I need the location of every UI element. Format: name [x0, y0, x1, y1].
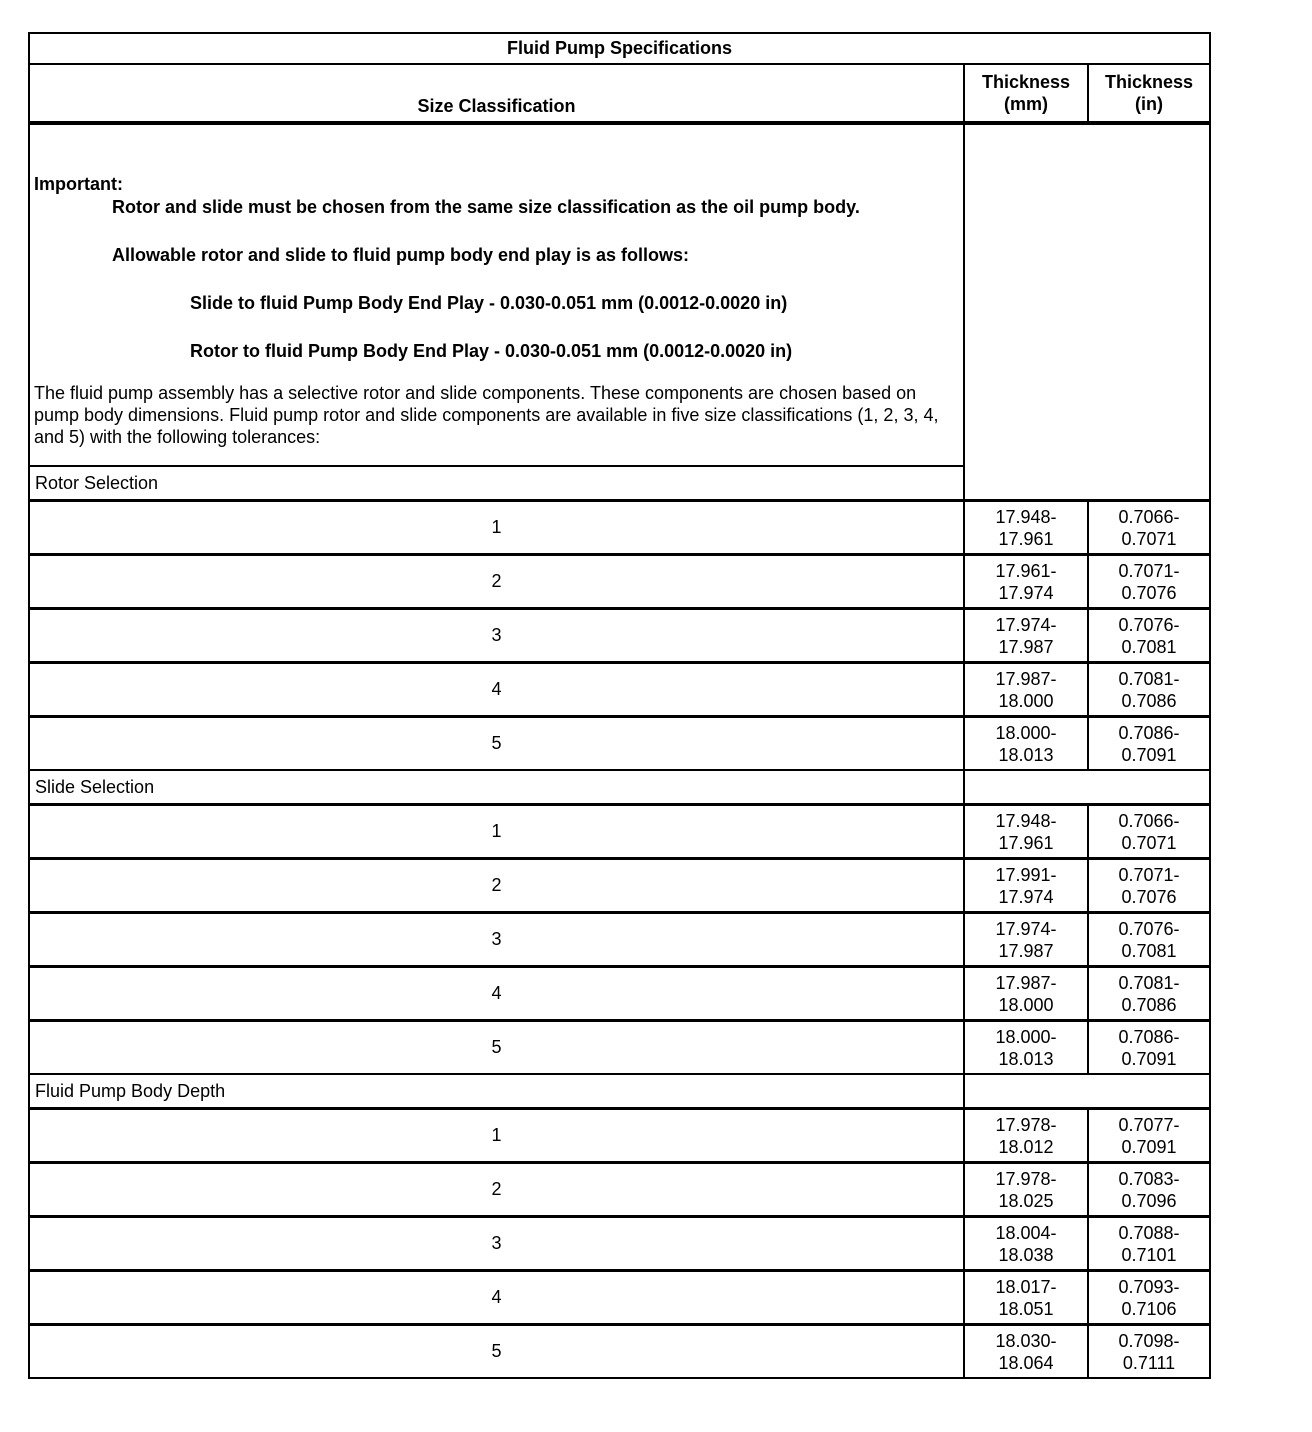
size-class-cell: 3: [29, 913, 964, 967]
thickness-mm-max: 17.961: [998, 832, 1054, 853]
table-row: [29, 1109, 1210, 1163]
thickness-mm-max: 18.025: [998, 1190, 1054, 1211]
thickness-in-max: 0.7081: [1121, 940, 1177, 961]
table-row: [29, 717, 1210, 771]
thickness-in-max: 0.7071: [1121, 528, 1177, 549]
thickness-in-max: 0.7091: [1121, 1136, 1177, 1157]
important-line-slide-end-play: Slide to fluid Pump Body End Play - 0.030-0.051 mm (0.0012-0.0020 in): [190, 293, 788, 313]
thickness-mm-min: 17.987-: [995, 972, 1057, 993]
thickness-mm-max: 18.038: [998, 1244, 1054, 1265]
important-line-rotor-slide: Rotor and slide must be chosen from the same size classification as the oil pump body.: [112, 197, 860, 217]
thickness-in-min: 0.7081-: [1118, 972, 1180, 993]
header-thickness-mm: [964, 64, 1088, 123]
thickness-mm-cell: [964, 609, 1088, 663]
header-thickness-mm-line2: (mm): [1004, 94, 1048, 114]
thickness-in-max: 0.7076: [1121, 886, 1177, 907]
important-line-rotor-end-play: Rotor to fluid Pump Body End Play - 0.030-0.051 mm (0.0012-0.0020 in): [190, 341, 793, 361]
title-row: [29, 33, 1210, 64]
thickness-mm-min: 18.004-: [995, 1222, 1057, 1243]
table-row: [29, 1271, 1210, 1325]
thickness-mm-max: 18.000: [998, 994, 1054, 1015]
thickness-mm-max: 17.987: [998, 636, 1054, 657]
thickness-in-max: 0.7091: [1121, 744, 1177, 765]
important-label: Important:: [34, 174, 123, 194]
table-row: [29, 501, 1210, 555]
thickness-mm-min: 17.961-: [995, 560, 1057, 581]
table-row: [29, 913, 1210, 967]
thickness-mm-min: 17.948-: [995, 810, 1057, 831]
section-blank-cell: [964, 770, 1210, 805]
section-header-row: [29, 770, 1210, 805]
thickness-in-cell: [1088, 555, 1210, 609]
size-class-cell: 1: [29, 805, 964, 859]
thickness-mm-cell: [964, 663, 1088, 717]
thickness-in-cell: [1088, 1109, 1210, 1163]
thickness-in-cell: [1088, 1163, 1210, 1217]
table-row: [29, 1021, 1210, 1075]
thickness-mm-cell: [964, 555, 1088, 609]
thickness-in-cell: [1088, 913, 1210, 967]
size-class-cell: 5: [29, 717, 964, 771]
size-class-cell: 2: [29, 555, 964, 609]
header-thickness-in-line1: Thickness: [1104, 72, 1194, 92]
thickness-mm-max: 18.051: [998, 1298, 1054, 1319]
thickness-mm-cell: [964, 501, 1088, 555]
thickness-mm-min: 17.974-: [995, 918, 1057, 939]
thickness-in-max: 0.7086: [1121, 994, 1177, 1015]
section-header-row: [29, 466, 1210, 501]
header-thickness-mm-line1: Thickness: [981, 72, 1071, 92]
thickness-in-min: 0.7083-: [1118, 1168, 1180, 1189]
intro-row: [29, 123, 1210, 466]
thickness-mm-max: 18.013: [998, 1048, 1054, 1069]
thickness-in-max: 0.7111: [1122, 1352, 1176, 1373]
thickness-mm-min: 17.978-: [995, 1168, 1057, 1189]
header-thickness-in: [1088, 64, 1210, 123]
thickness-in-min: 0.7086-: [1118, 1026, 1180, 1047]
header-row: [29, 64, 1210, 123]
thickness-mm-max: 17.974: [998, 582, 1054, 603]
size-class-cell: 5: [29, 1021, 964, 1075]
thickness-in-max: 0.7101: [1121, 1244, 1177, 1265]
thickness-in-cell: [1088, 501, 1210, 555]
thickness-in-min: 0.7066-: [1118, 506, 1180, 527]
intro-cell: [29, 123, 964, 466]
table-row: [29, 1217, 1210, 1271]
thickness-mm-cell: [964, 1271, 1088, 1325]
thickness-in-cell: [1088, 663, 1210, 717]
thickness-in-min: 0.7066-: [1118, 810, 1180, 831]
section-header-row: [29, 1074, 1210, 1109]
important-line-end-play: Allowable rotor and slide to fluid pump body end play is as follows:: [112, 245, 690, 265]
thickness-mm-min: 18.017-: [995, 1276, 1057, 1297]
thickness-in-max: 0.7106: [1121, 1298, 1177, 1319]
thickness-in-max: 0.7086: [1121, 690, 1177, 711]
thickness-in-min: 0.7071-: [1118, 864, 1180, 885]
section-title: Slide Selection: [29, 770, 964, 805]
thickness-mm-cell: [964, 967, 1088, 1021]
thickness-mm-min: 17.978-: [995, 1114, 1057, 1135]
thickness-in-min: 0.7081-: [1118, 668, 1180, 689]
thickness-mm-min: 17.991-: [995, 864, 1057, 885]
thickness-mm-cell: [964, 717, 1088, 771]
thickness-mm-min: 18.000-: [995, 1026, 1057, 1047]
size-class-cell: 2: [29, 1163, 964, 1217]
table-row: [29, 805, 1210, 859]
thickness-mm-max: 18.064: [998, 1352, 1054, 1373]
section-title: Fluid Pump Body Depth: [29, 1074, 964, 1109]
table-title: Fluid Pump Specifications: [29, 33, 1210, 64]
size-class-cell: 3: [29, 609, 964, 663]
thickness-mm-min: 17.948-: [995, 506, 1057, 527]
thickness-mm-cell: [964, 1217, 1088, 1271]
size-class-cell: 5: [29, 1325, 964, 1379]
thickness-in-max: 0.7091: [1121, 1048, 1177, 1069]
thickness-in-min: 0.7098-: [1118, 1330, 1180, 1351]
thickness-in-max: 0.7096: [1121, 1190, 1177, 1211]
thickness-in-cell: [1088, 859, 1210, 913]
thickness-in-min: 0.7086-: [1118, 722, 1180, 743]
thickness-in-max: 0.7076: [1121, 582, 1177, 603]
thickness-in-cell: [1088, 967, 1210, 1021]
thickness-in-max: 0.7081: [1121, 636, 1177, 657]
table-row: [29, 1325, 1210, 1379]
section-blank-cell: [964, 466, 1210, 501]
thickness-in-cell: [1088, 1021, 1210, 1075]
size-class-cell: 3: [29, 1217, 964, 1271]
section-blank-cell: [964, 1074, 1210, 1109]
intro-blank-cell: [964, 123, 1210, 466]
thickness-mm-min: 18.030-: [995, 1330, 1057, 1351]
thickness-in-max: 0.7071: [1121, 832, 1177, 853]
thickness-in-cell: [1088, 609, 1210, 663]
table-row: [29, 859, 1210, 913]
fluid-pump-spec-table: [28, 32, 1211, 1379]
table-row: [29, 609, 1210, 663]
thickness-in-cell: [1088, 805, 1210, 859]
table-row: [29, 555, 1210, 609]
thickness-mm-max: 17.987: [998, 940, 1054, 961]
table-row: [29, 663, 1210, 717]
section-title: Rotor Selection: [29, 466, 964, 501]
size-class-cell: 2: [29, 859, 964, 913]
thickness-in-cell: [1088, 1217, 1210, 1271]
thickness-mm-cell: [964, 913, 1088, 967]
thickness-mm-min: 17.974-: [995, 614, 1057, 635]
thickness-in-cell: [1088, 1325, 1210, 1379]
intro-paragraph: The fluid pump assembly has a selective rotor and slide components. These components are chosen based on pump body dimensions. Fluid pump rotor and slide components are available in five size classifications (1, 2, 3, 4, and 5) with the following tolerances:: [34, 383, 939, 447]
thickness-in-min: 0.7088-: [1118, 1222, 1180, 1243]
thickness-mm-max: 18.012: [998, 1136, 1054, 1157]
thickness-in-cell: [1088, 717, 1210, 771]
thickness-mm-cell: [964, 1109, 1088, 1163]
thickness-mm-max: 18.013: [998, 744, 1054, 765]
thickness-in-min: 0.7076-: [1118, 918, 1180, 939]
thickness-mm-cell: [964, 805, 1088, 859]
thickness-in-min: 0.7093-: [1118, 1276, 1180, 1297]
thickness-in-min: 0.7071-: [1118, 560, 1180, 581]
thickness-mm-max: 17.961: [998, 528, 1054, 549]
header-thickness-in-line2: (in): [1135, 94, 1163, 114]
thickness-in-min: 0.7077-: [1118, 1114, 1180, 1135]
thickness-in-min: 0.7076-: [1118, 614, 1180, 635]
thickness-in-cell: [1088, 1271, 1210, 1325]
thickness-mm-cell: [964, 1163, 1088, 1217]
header-size-classification: Size Classification: [29, 64, 964, 123]
thickness-mm-max: 18.000: [998, 690, 1054, 711]
thickness-mm-cell: [964, 859, 1088, 913]
thickness-mm-min: 17.987-: [995, 668, 1057, 689]
thickness-mm-max: 17.974: [998, 886, 1054, 907]
thickness-mm-cell: [964, 1325, 1088, 1379]
table-row: [29, 1163, 1210, 1217]
size-class-cell: 4: [29, 1271, 964, 1325]
thickness-mm-cell: [964, 1021, 1088, 1075]
thickness-mm-min: 18.000-: [995, 722, 1057, 743]
size-class-cell: 1: [29, 501, 964, 555]
size-class-cell: 4: [29, 663, 964, 717]
table-row: [29, 967, 1210, 1021]
size-class-cell: 1: [29, 1109, 964, 1163]
size-class-cell: 4: [29, 967, 964, 1021]
